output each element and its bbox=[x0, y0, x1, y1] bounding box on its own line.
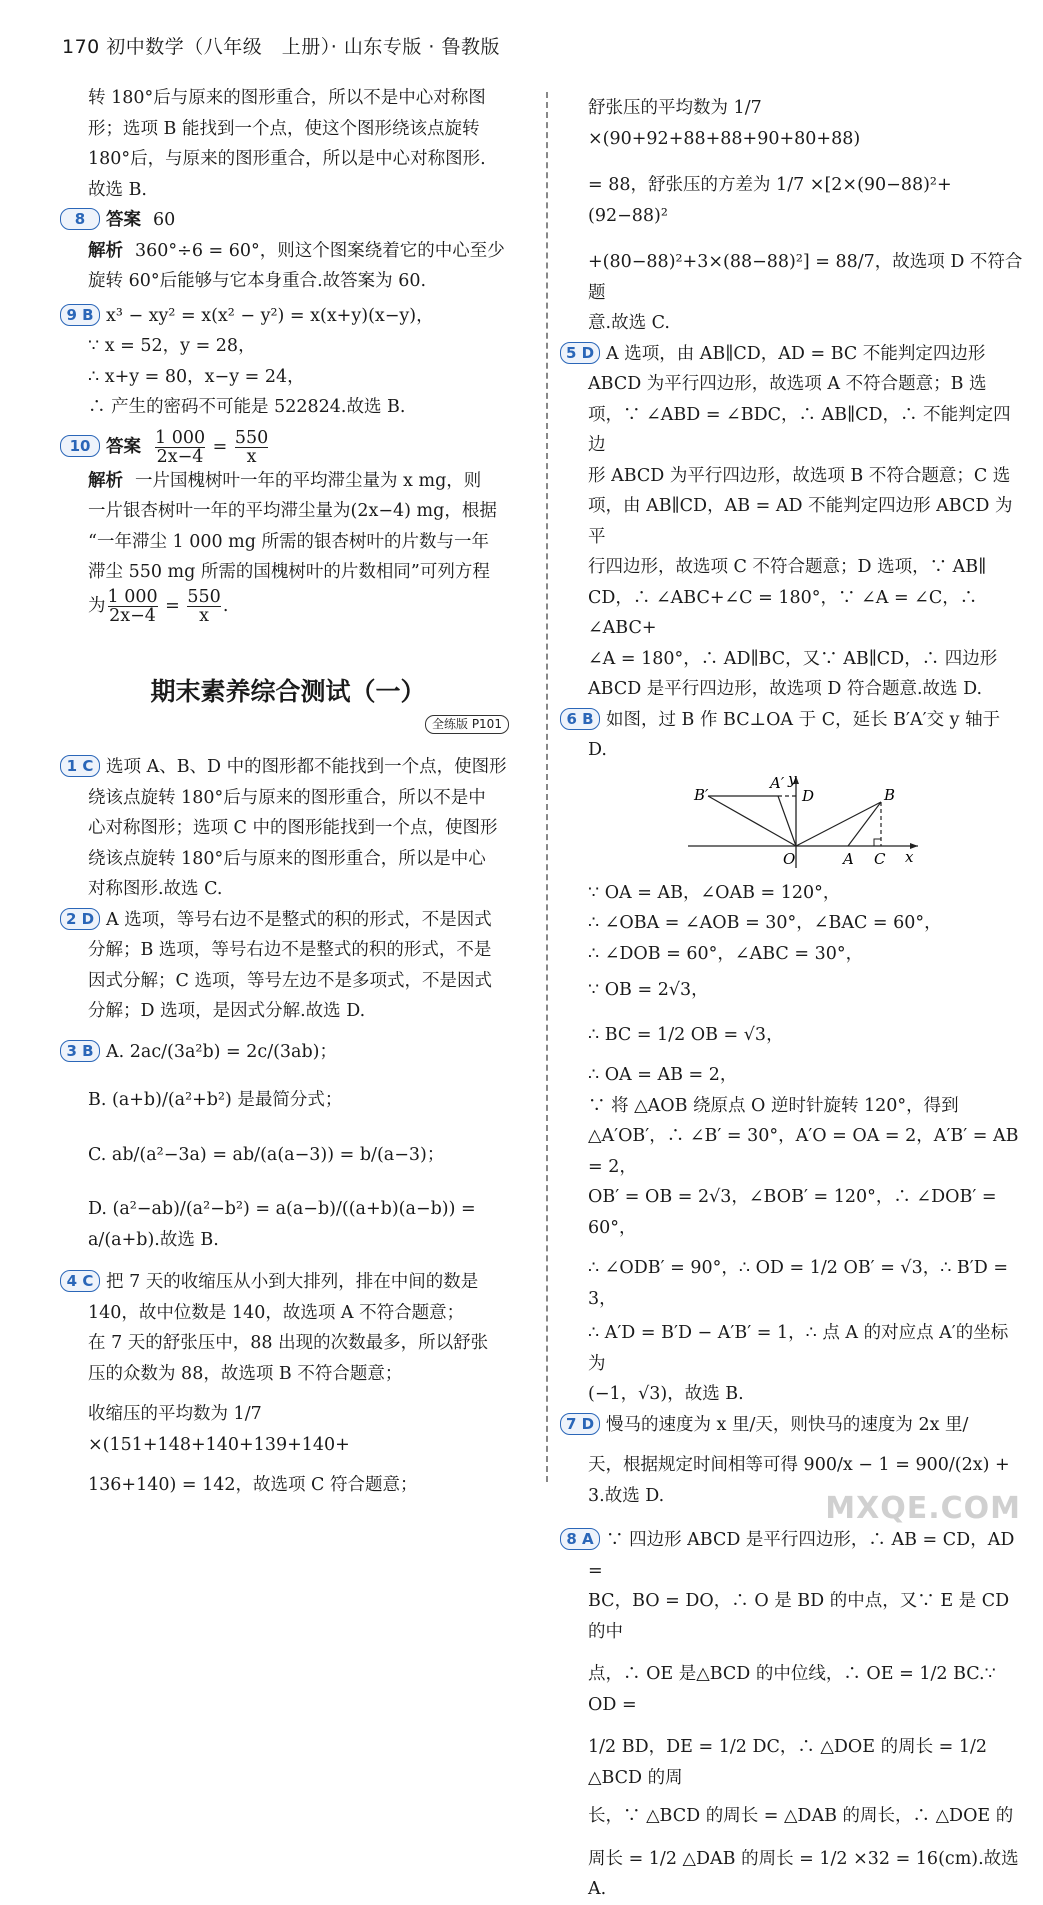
text-line: 项，由 AB∥CD，AB = AD 不能判定四边形 ABCD 为平 bbox=[588, 496, 1013, 547]
fraction: $\frac{1 000}{2x-4}$ bbox=[155, 427, 206, 467]
fraction: $\frac{550}{x}$ bbox=[234, 427, 269, 467]
text-line: 周长 = 1/2 △DAB 的周长 = 1/2 ×32 = 16(cm).故选 A. bbox=[588, 1848, 1019, 1899]
text-line: 一片国槐树叶一年的平均滞尘量为 x mg，则 bbox=[135, 470, 482, 491]
s5: 5 D A 选项，由 AB∥CD，AD = BC 不能判定四边形 bbox=[588, 339, 1023, 370]
explain-tag: 解析 bbox=[88, 470, 123, 491]
label-a: A bbox=[843, 849, 854, 868]
section-title: 期末素养综合测试（一） bbox=[150, 677, 426, 706]
text-line: “一年滞尘 1 000 mg 所需的银杏树叶的片数与一年 bbox=[88, 531, 490, 552]
text-line: CD，∴ ∠ABC+∠C = 180°，∵ ∠A = ∠C，∴ ∠ABC+ bbox=[588, 587, 978, 638]
text-line: ∴ A′D = B′D − A′B′ = 1，∴ 点 A 的对应点 A′的坐标为 bbox=[588, 1323, 1009, 1374]
text-line: 一片银杏树叶一年的平均滞尘量为(2x−4) mg，根据 bbox=[88, 501, 497, 521]
text-line: 140，故中位数是 140，故选项 A 不符合题意； bbox=[88, 1302, 465, 1323]
geometry-figure bbox=[688, 772, 928, 872]
s5-number: 5 D bbox=[560, 342, 600, 364]
text-line: ∴ ∠ODB′ = 90°，∴ OD = 1/2 OB′ = √3，∴ B′D = 3， bbox=[588, 1258, 1009, 1309]
text-line: ∵ OB = 2√3， bbox=[588, 980, 709, 1000]
text-line: ∴ x+y = 80，x−y = 24， bbox=[88, 366, 305, 387]
text-line: x³ − xy² = x(x² − y²) = x(x+y)(x−y)， bbox=[106, 305, 434, 326]
s3: 3 B A. 2ac/(3a²b) = 2c/(3ab)； bbox=[88, 1037, 528, 1068]
text-line: 点，∴ OE 是△BCD 的中位线，∴ OE = 1/2 BC.∵ OD = bbox=[588, 1664, 996, 1715]
text-line: 天，根据规定时间相等可得 900/x − 1 = 900/(2x) + 3.故选 D. bbox=[588, 1455, 1010, 1506]
text-line: 1/2 BD，DE = 1/2 DC，∴ △DOE 的周长 = 1/2 △BCD 的周 bbox=[588, 1737, 988, 1788]
text-line: B. (a+b)/(a²+b²) 是最简分式； bbox=[88, 1090, 343, 1110]
text-line: 行四边形，故选项 C 不符合题意；D 选项，∵ AB∥ bbox=[588, 557, 987, 577]
q10-explain bbox=[88, 466, 528, 497]
text-line: 分解；B 选项，等号右边不是整式的积的形式，不是 bbox=[88, 940, 492, 960]
fraction: $\frac{550}{x}$ bbox=[187, 586, 221, 626]
text-line: 对称图形.故选 C. bbox=[88, 879, 223, 899]
text-line: 旋转 60°后能够与它本身重合.故答案为 60. bbox=[88, 271, 427, 291]
left-column-lower bbox=[65, 752, 528, 1501]
text-line: ∴ OA = AB = 2， bbox=[588, 1065, 738, 1085]
text-line: 绕该点旋转 180°后与原来的图形重合，所以不是中 bbox=[88, 787, 486, 808]
segment-oa1 bbox=[778, 796, 796, 846]
s4-number: 4 C bbox=[60, 1270, 100, 1292]
s2: 2 D A 选项，等号右边不是整式的积的形式，不是因式 bbox=[88, 905, 528, 936]
text-line: 项，∵ ∠ABD = ∠BDC，∴ AB∥CD，∴ 不能判定四边 bbox=[588, 404, 1011, 455]
answer-tag: 答案 bbox=[106, 436, 141, 457]
text-line: ABCD 是平行四边形，故选项 D 符合题意.故选 D. bbox=[588, 679, 983, 699]
right-angle-mark bbox=[874, 839, 881, 846]
label-d: D bbox=[802, 786, 815, 805]
text-line: OB′ = OB = 2√3，∠BOB′ = 120°，∴ ∠DOB′ = 60°， bbox=[588, 1187, 997, 1238]
text-line: 故选 B. bbox=[88, 179, 147, 200]
text-line: = 88，舒张压的方差为 1/7 ×[2×(90−88)²+(92−88)² bbox=[588, 175, 952, 226]
text-line: 绕该点旋转 180°后与原来的图形重合，所以是中心 bbox=[88, 848, 486, 869]
s8-number: 8 A bbox=[560, 1528, 600, 1550]
text-line: 心对称图形；选项 C 中的图形能找到一个点，使图形 bbox=[88, 818, 498, 838]
text-line: 收缩压的平均数为 1/7 ×(151+148+140+139+140+ bbox=[88, 1404, 350, 1455]
text-line: ∵ 将 △AOB 绕原点 O 逆时针旋转 120°，得到 bbox=[588, 1095, 959, 1116]
s7: 7 D 慢马的速度为 x 里/天，则快马的速度为 2x 里/ bbox=[588, 1410, 1023, 1441]
text-line: ∵ x = 52，y = 28， bbox=[88, 336, 256, 356]
label-a-prime: A′ bbox=[770, 773, 785, 792]
text-line: 长，∵ △BCD 的周长 = △DAB 的周长，∴ △DOE 的 bbox=[588, 1806, 1014, 1826]
text-line: 136+140) = 142，故选项 C 符合题意； bbox=[88, 1475, 418, 1495]
text-line: ∴ BC = 1/2 OB = √3， bbox=[588, 1024, 784, 1045]
label-c: C bbox=[874, 849, 886, 868]
text-line: 意.故选 C. bbox=[588, 313, 670, 333]
text-line: ABCD 为平行四边形，故选项 A 不符合题意；B 选 bbox=[588, 374, 987, 394]
s8: 8 A ∵ 四边形 ABCD 是平行四边形，∴ AB = CD，AD = bbox=[588, 1525, 1023, 1586]
text-line: C. ab/(a²−3a) = ab/(a(a−3)) = b/(a−3)； bbox=[88, 1144, 445, 1165]
s6: 6 B 如图，过 B 作 BC⊥OA 于 C，延长 B′A′交 y 轴于 D. bbox=[588, 705, 1023, 766]
q8-answer bbox=[74, 205, 528, 236]
answer-tag: 答案 bbox=[106, 210, 141, 230]
label-b: B bbox=[884, 785, 896, 804]
label-x: x bbox=[905, 847, 914, 866]
s7-number: 7 D bbox=[560, 1413, 600, 1435]
text-line: ∴ ∠DOB = 60°，∠ABC = 30°， bbox=[588, 943, 864, 964]
q10-answer: 10 答案 $\frac{1 000}{2x-4}$ = $\frac{550}{x}$ bbox=[88, 429, 528, 466]
text-line: △A′OB′，∴ ∠B′ = 30°，A′O = OA = 2，A′B′ = AB = 2， bbox=[588, 1126, 1019, 1177]
left-column bbox=[66, 83, 528, 626]
q8-number: 8 bbox=[60, 208, 100, 230]
text-line: BC，BO = DO，∴ O 是 BD 的中点，又∵ E 是 CD 的中 bbox=[588, 1591, 1010, 1642]
s1-number: 1 C bbox=[60, 755, 100, 777]
section-ref-badge: 全练版 P101 bbox=[425, 715, 509, 734]
segment-ob bbox=[796, 802, 881, 846]
explain-tag: 解析 bbox=[88, 240, 123, 261]
s3-number: 3 B bbox=[60, 1040, 100, 1062]
column-divider bbox=[546, 92, 548, 1482]
text-line: 因式分解；C 选项，等号左边不是多项式，不是因式 bbox=[88, 970, 492, 991]
text-line: 180°后，与原来的图形重合，所以是中心对称图形. bbox=[88, 149, 486, 169]
text-line: ∵ OA = AB，∠OAB = 120°， bbox=[588, 882, 841, 903]
fraction: $\frac{1 000}{2x-4}$ bbox=[107, 586, 158, 626]
text-line: 形；选项 B 能找到一个点，使这个图形绕该点旋转 bbox=[88, 118, 480, 139]
q8-explain bbox=[88, 236, 528, 267]
s1: 1 C 选项 A、B、D 中的图形都不能找到一个点，使图形 bbox=[88, 752, 528, 783]
text-line: 滞尘 550 mg 所需的国槐树叶的片数相同”可列方程 bbox=[88, 562, 490, 582]
text-line: 转 180°后与原来的图形重合，所以不是中心对称图 bbox=[88, 88, 486, 108]
q10-number: 10 bbox=[60, 435, 100, 457]
watermark: MXQE.COM bbox=[825, 1491, 1021, 1526]
text-line: (−1，√3)，故选 B. bbox=[588, 1384, 744, 1404]
s4: 4 C 把 7 天的收缩压从小到大排列，排在中间的数是 bbox=[88, 1267, 528, 1298]
text-line: ∴ ∠OBA = ∠AOB = 30°，∠BAC = 60°， bbox=[588, 913, 942, 933]
q9-number: 9 B bbox=[60, 304, 100, 326]
text-line: ∠A = 180°，∴ AD∥BC，又∵ AB∥CD，∴ 四边形 bbox=[588, 648, 998, 669]
label-y: y bbox=[788, 771, 797, 788]
text-line: +(80−88)²+3×(88−88)²] = 88/7，故选项 D 不符合题 bbox=[588, 252, 1023, 303]
text-line: 舒张压的平均数为 1/7 ×(90+92+88+88+90+80+88) bbox=[588, 98, 861, 149]
label-o: O bbox=[783, 849, 796, 868]
s2-number: 2 D bbox=[60, 908, 100, 930]
segment-ob1 bbox=[708, 796, 796, 846]
text-line: 在 7 天的舒张压中，88 出现的次数最多，所以舒张 bbox=[88, 1333, 489, 1353]
text-line: 360°÷6 = 60°，则这个图案绕着它的中心至少 bbox=[135, 240, 505, 261]
q10-equation: 为 $\frac{1 000}{2x-4}$ = $\frac{550}{x}$ . bbox=[88, 586, 229, 626]
text-line: 形 ABCD 为平行四边形，故选项 B 不符合题意；C 选 bbox=[588, 465, 1011, 486]
q9 bbox=[66, 301, 528, 332]
label-b-prime: B′ bbox=[694, 785, 709, 804]
page-header: 170 初中数学（八年级 上册）· 山东专版 · 鲁教版 bbox=[62, 36, 501, 58]
right-column bbox=[565, 93, 1023, 1905]
text-line: D. (a²−ab)/(a²−b²) = a(a−b)/((a+b)(a−b)) = a/(a+b).故选 B. bbox=[88, 1199, 476, 1250]
text-line: ∴ 产生的密码不可能是 522824.故选 B. bbox=[88, 397, 406, 417]
s6-number: 6 B bbox=[560, 708, 600, 730]
q8-answer-value: 60 bbox=[153, 210, 176, 230]
text-line: 分解；D 选项，是因式分解.故选 D. bbox=[88, 1001, 366, 1021]
text-line: 压的众数为 88，故选项 B 不符合题意； bbox=[88, 1363, 403, 1384]
